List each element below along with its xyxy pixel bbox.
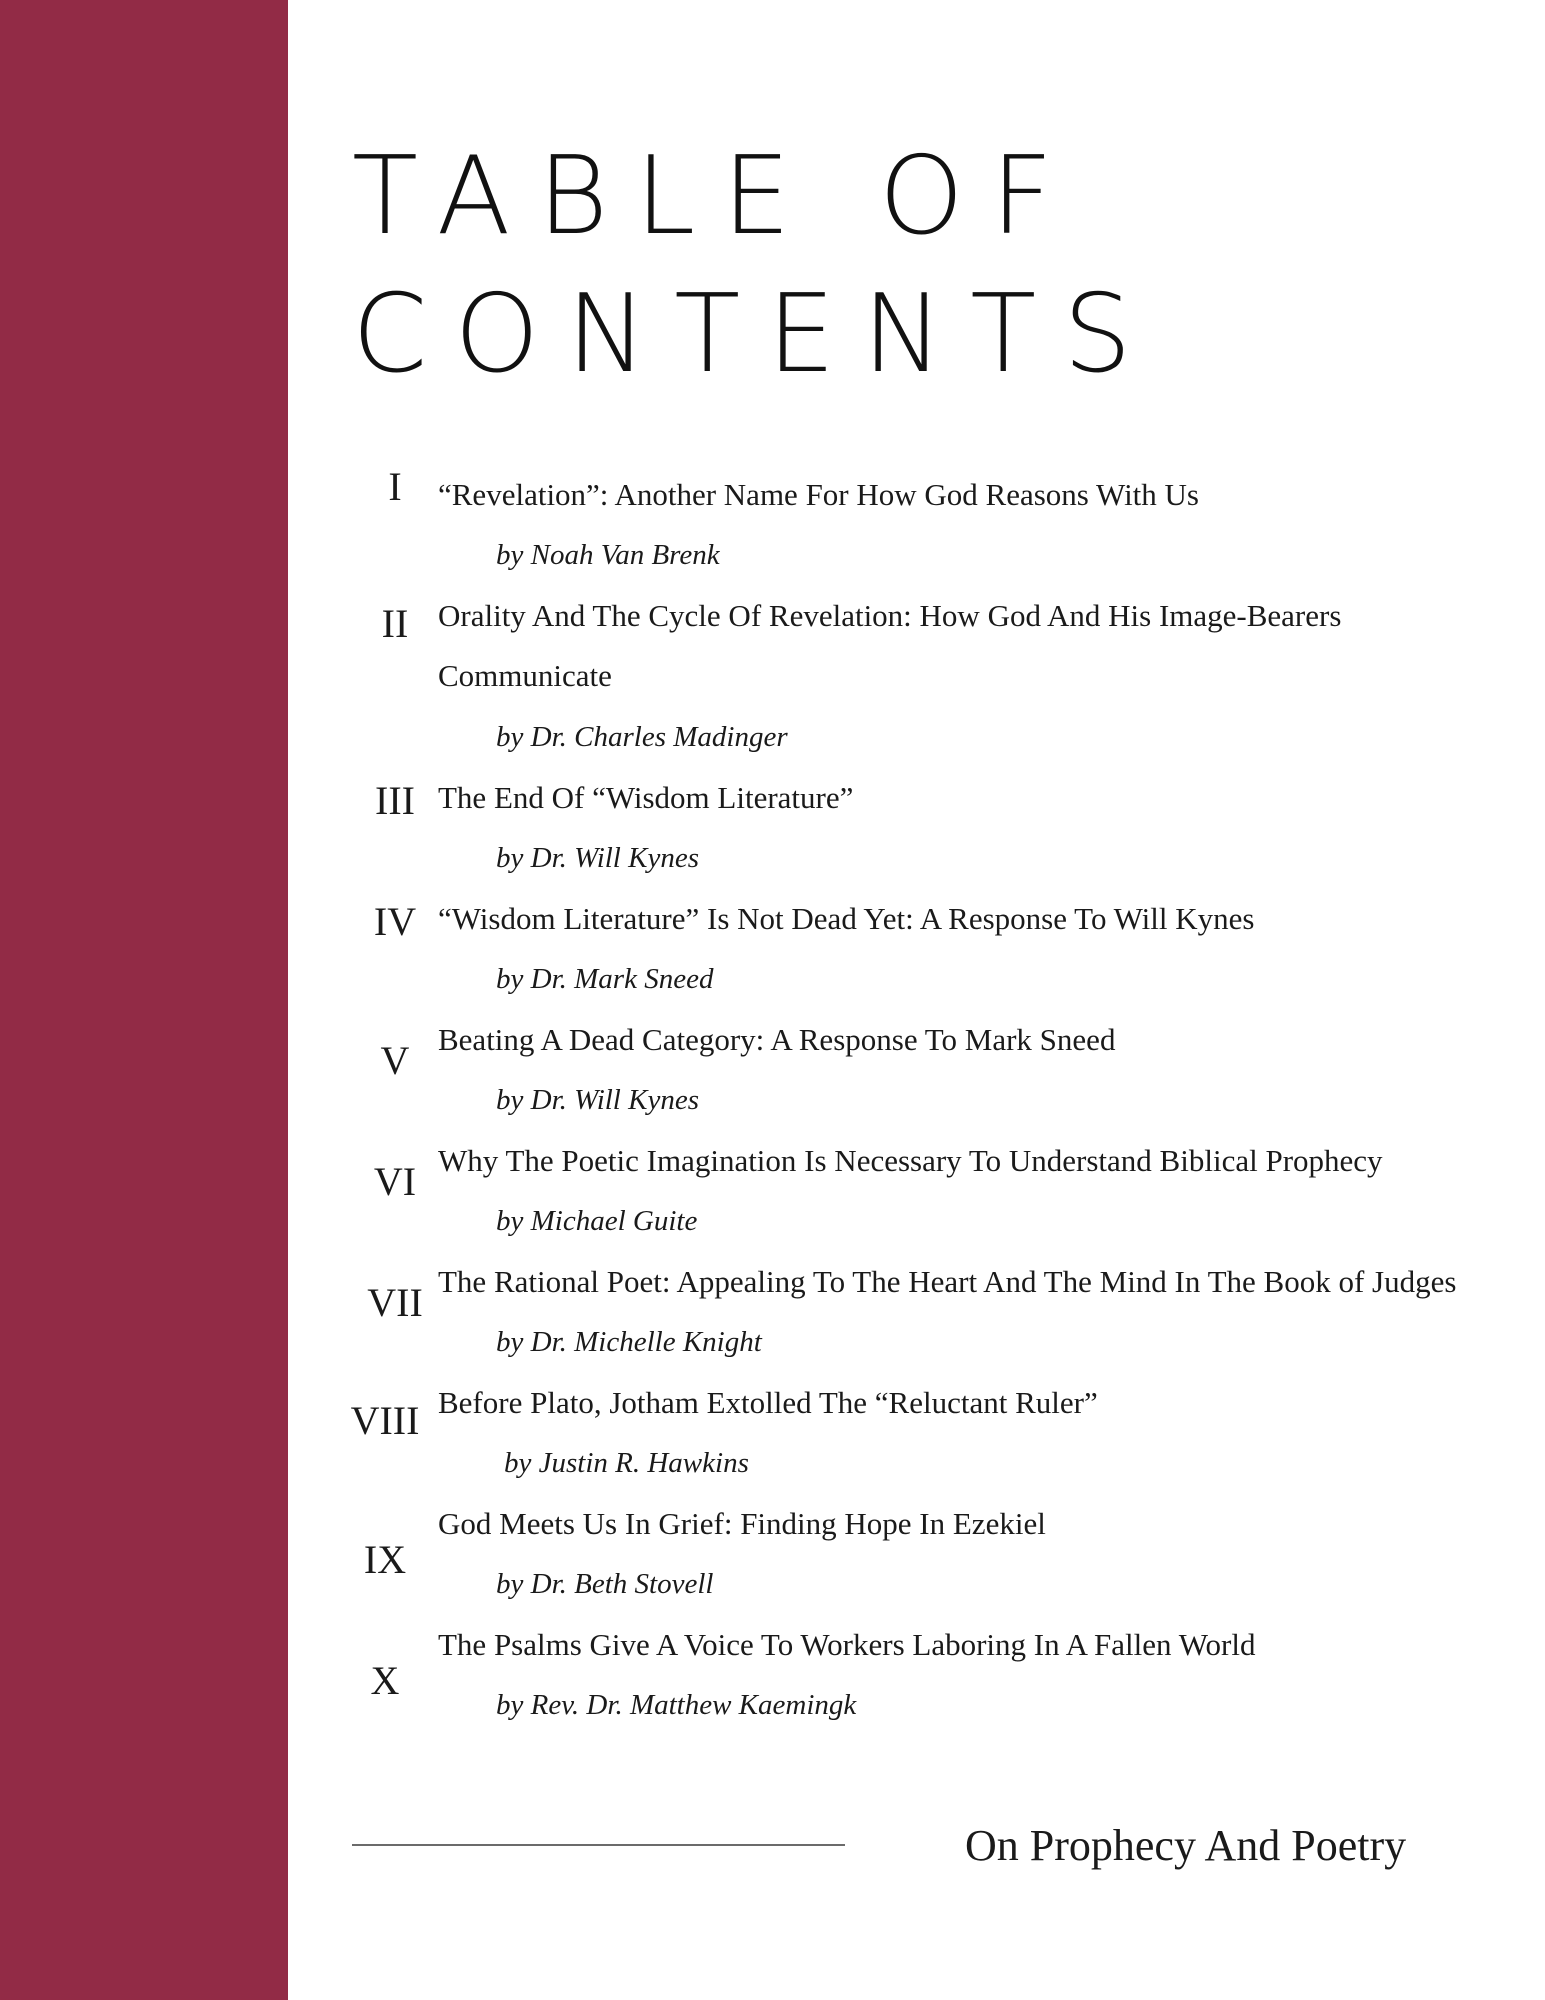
entry-title: Beating A Dead Category: A Response To Mark Sneed <box>438 1022 1116 1057</box>
entry-numeral: VI <box>373 1159 417 1204</box>
entry-numeral: IV <box>373 899 417 944</box>
entry-title: The End Of “Wisdom Literature” <box>438 780 854 815</box>
entry-title: “Wisdom Literature” Is Not Dead Yet: A Response To Will Kynes <box>438 901 1255 936</box>
footer-divider <box>352 1844 845 1846</box>
entry-title: Why The Poetic Imagination Is Necessary To Understand Biblical Prophecy <box>438 1143 1383 1178</box>
entry-numeral: VII <box>367 1280 423 1325</box>
entry-author: by Noah Van Brenk <box>496 539 720 571</box>
entry-title: The Rational Poet: Appealing To The Heart And The Mind In The Book of Judges <box>438 1264 1457 1299</box>
entry-numeral: V <box>380 1038 410 1083</box>
page-title-line-2: CONTENTS <box>352 272 1159 397</box>
entry-author: by Dr. Michelle Knight <box>496 1326 762 1358</box>
entry-title: “Revelation”: Another Name For How God Reasons With Us <box>438 477 1199 512</box>
entry-author: by Dr. Will Kynes <box>496 842 699 874</box>
entry-author: by Dr. Charles Madinger <box>496 721 788 753</box>
entry-numeral: II <box>381 601 409 646</box>
entry-title: The Psalms Give A Voice To Workers Laboring In A Fallen World <box>438 1627 1256 1662</box>
entry-author: by Dr. Will Kynes <box>496 1084 699 1116</box>
entry-numeral: X <box>370 1658 400 1703</box>
entry-title: Before Plato, Jotham Extolled The “Reluctant Ruler” <box>438 1385 1098 1420</box>
page-title-line-1: TABLE OF <box>352 134 1081 259</box>
entry-author: by Michael Guite <box>496 1205 698 1237</box>
entry-title: Orality And The Cycle Of Revelation: How God And His Image-Bearers Communicate <box>438 598 1342 693</box>
entry-numeral: VIII <box>350 1398 420 1443</box>
entry-numeral: III <box>375 778 415 823</box>
entry-author: by Dr. Beth Stovell <box>496 1568 714 1600</box>
entry-author: by Dr. Mark Sneed <box>496 963 714 995</box>
entry-numeral: I <box>388 464 402 509</box>
entry-author: by Justin R. Hawkins <box>504 1447 749 1479</box>
entry-numeral: IX <box>363 1537 407 1582</box>
entry-author: by Rev. Dr. Matthew Kaemingk <box>496 1689 857 1721</box>
entry-title: God Meets Us In Grief: Finding Hope In Ezekiel <box>438 1506 1046 1541</box>
footer-publication-title: On Prophecy And Poetry <box>965 1821 1407 1870</box>
